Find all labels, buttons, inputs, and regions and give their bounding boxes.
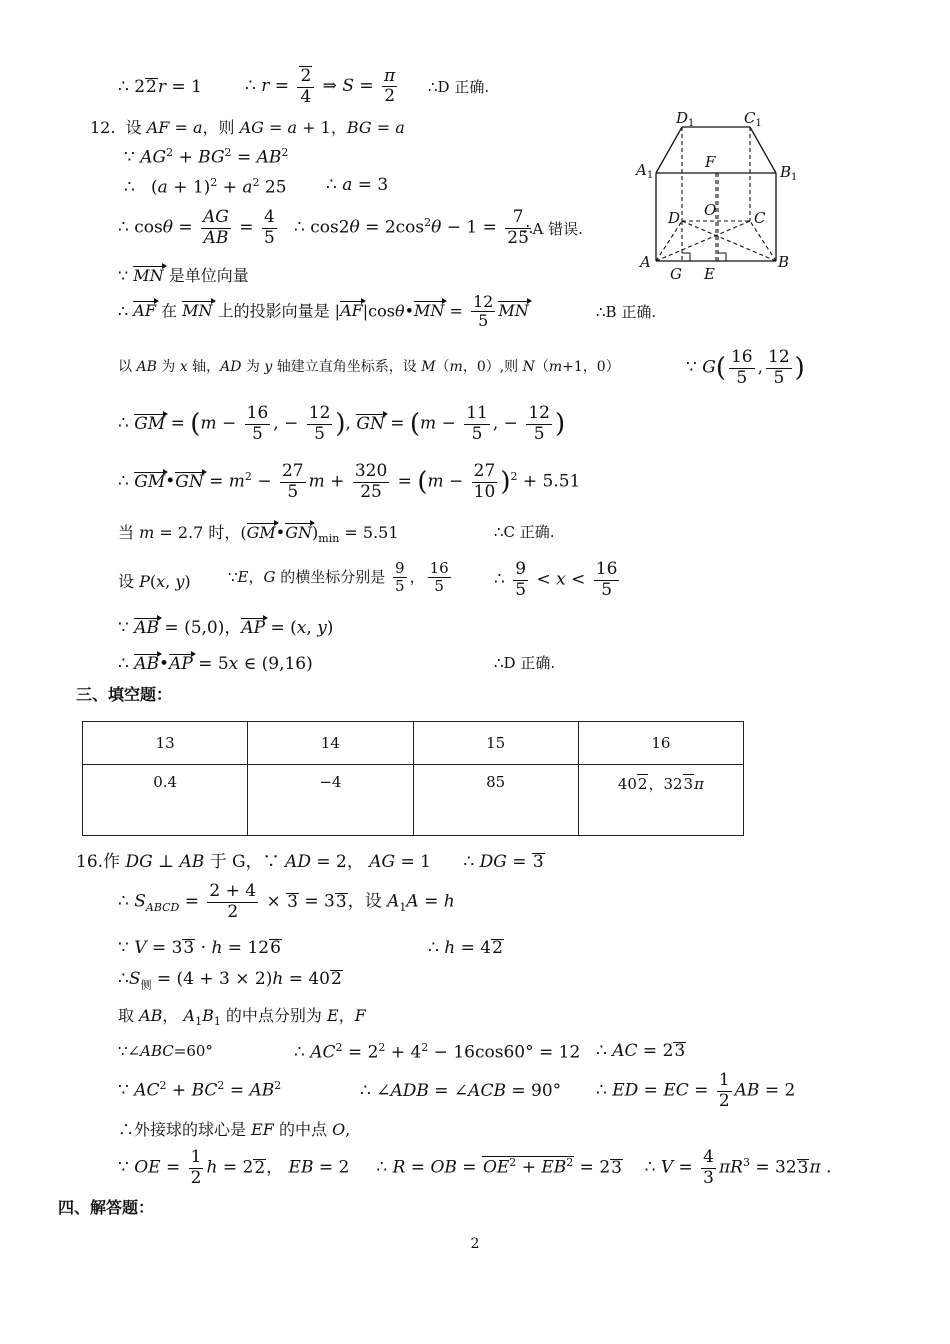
conclusion-c: ∴C 正确. [494, 523, 555, 541]
line-r-eq: ∴ 22r = 1 [118, 77, 202, 97]
table-value-14: −4 [248, 765, 413, 836]
answer-table-header-row [83, 722, 744, 765]
q16-line7c: ∴ ED = EC = $\frac{1}{2}$ AB = 2 [596, 1070, 796, 1111]
table-value-13: 0.4 [83, 765, 248, 836]
q16-line3a: ∵ V = 33 · h = 126 [118, 938, 281, 958]
q16-line7b: ∴ ∠ADB = ∠ACB = 90° [360, 1081, 562, 1101]
edge-a1d1 [656, 127, 682, 173]
table-header-15: 15 [413, 722, 578, 765]
table-value-16: 402，323π [578, 765, 743, 836]
q12-line12: ∵ AB = (5,0)，AP = (x, y) [118, 618, 334, 638]
label-c1: $C_1$ [744, 109, 762, 129]
q16-line6c: ∴ AC = 23 [596, 1041, 686, 1061]
prism-figure [630, 105, 810, 285]
q12-line2: ∵ $AG^2 + BG^2 = AB^2$ [124, 146, 289, 168]
label-o: O [704, 201, 717, 219]
label-g: G [670, 265, 682, 283]
label-b: B [778, 253, 790, 271]
q12-line3b: ∴ a = 3 [326, 175, 389, 195]
edge-c1b1 [750, 127, 776, 173]
q16-line3b: ∴ h = 42 [428, 938, 503, 958]
conclusion-a: ∴A 错误. [523, 220, 583, 238]
q12-line6: ∴ AF 在 MN 上的投影向量是 |AF|cosθ•MN = $\frac{12}{5}$ MN [118, 292, 529, 331]
conclusion-d: ∴D 正确. [428, 78, 490, 96]
section-title-solve: 四、解答题： [58, 1198, 155, 1217]
conclusion-b: ∴B 正确. [596, 303, 657, 321]
label-a: A [640, 253, 651, 271]
q12-line3a: ∴ $(a + 1)^2 + a^2$ 25 [124, 176, 287, 198]
line-r-S: ∴ r = $\frac{2}{4}$ ⇒ S = $\frac{\pi}{2}$ [245, 65, 396, 107]
page-number: 2 [470, 1236, 480, 1252]
table-value-15: 85 [413, 765, 578, 836]
q16-line6b: ∴ $AC^2 = 2^2 + 4^2 - 16\cos 60^\circ = 12$ [294, 1041, 581, 1063]
q16-line1: 16.作 DG ⊥ AB 于 G，∵ AD = 2， AG = 1 ∴ DG = 3 [76, 852, 544, 872]
q12-line7b: ∵ G( $\frac{16}{5}$ , $\frac{12}{5}$ ) [686, 347, 805, 388]
q12-line5: ∵ MN 是单位向量 [118, 266, 249, 285]
label-b1: $B_1$ [780, 163, 798, 183]
q12-line11a: 设 P(x, y) [118, 572, 191, 591]
answer-table [82, 721, 744, 836]
table-header-16: 16 [578, 722, 743, 765]
label-d1: $D_1$ [676, 109, 695, 129]
q12-line7: 以 AB 为 x 轴，AD 为 y 轴建立直角坐标系，设 M（m，0）,则 N（m+1，0） [118, 359, 620, 375]
q12-line10a: 当 m = 2.7 时，$(GM•GN)_{min} = 5.51$ [118, 523, 399, 546]
label-e: E [704, 265, 715, 283]
q16-line6a: ∵∠ABC=60° [118, 1042, 213, 1060]
label-c: C [754, 209, 766, 227]
q12-line8: ∴ GM = (m − $\frac{16}{5}$ , − $\frac{12}{5}$ ), GN = (m − $\frac{11}{5}$ , − $\frac{12}{5}$ ) [118, 403, 566, 444]
q16-line2: ∴ $S_{ABCD}$ = $\frac{2 + 4}{2}$ × 3 = 33，设 $A_1A = h$ [118, 881, 455, 922]
edge-db [682, 221, 776, 261]
section-title-fill-in: 三、填空题： [76, 685, 173, 704]
q12-line11c: ∴ $\frac{9}{5}$ < x < $\frac{16}{5}$ [494, 559, 618, 600]
right-angle-g [682, 253, 690, 261]
q12-line1: 12. 设 AF = a，则 AG = a + 1，BG = a [90, 118, 405, 137]
q16-line8: ∴外接球的球心是 EF 的中点 O, [118, 1120, 351, 1139]
q12-line4a: ∴ cosθ = $\frac{AG}{AB}$ = $\frac{4}{5}$ [118, 207, 275, 248]
label-d: D [668, 209, 681, 227]
q12-line4b: ∴ $\cos 2\theta = 2\cos^2\theta - 1$ = $\frac{7}{25}$ [294, 207, 529, 248]
q12-line13a: ∴ AB•AP = 5x ∈ (9,16) [118, 654, 313, 674]
right-angle-e [718, 253, 726, 261]
q12-line9: ∴ GM•GN = $m^2$ − $\frac{27}{5}$ m + $\frac{320}{25}$ = (m − $\frac{27}{10}$ )$^2$ + 5.51 [118, 461, 581, 502]
label-a1: $A_1$ [636, 161, 654, 181]
q16-line5: 取 AB， $A_1B_1$ 的中点分别为 E，F [118, 1006, 366, 1029]
answer-table-value-row [83, 765, 744, 836]
q12-line11b: ∵E，G 的横坐标分别是 $\frac{9}{5}$ ， $\frac{16}{5}$ [228, 559, 449, 596]
label-f: F [705, 153, 716, 171]
q16-line4: $\therefore S_侧 = (4 + 3 \times 2)h = 402$ [118, 969, 342, 992]
table-header-14: 14 [248, 722, 413, 765]
edge-ac [656, 221, 750, 261]
q16-line9: ∵ OE = $\frac{1}{2}$ h = 22， EB = 2 ∴ R = OB = $OE^2 + EB^2 = 23$ ∴ V = $\frac{4}{3}$ $\pi R^3 = 323\pi$ . [118, 1147, 832, 1188]
q16-line7a: ∵ $AC^2 + BC^2 = AB^2$ [118, 1079, 282, 1101]
conclusion-d2: ∴D 正确. [494, 654, 556, 672]
table-header-13: 13 [83, 722, 248, 765]
